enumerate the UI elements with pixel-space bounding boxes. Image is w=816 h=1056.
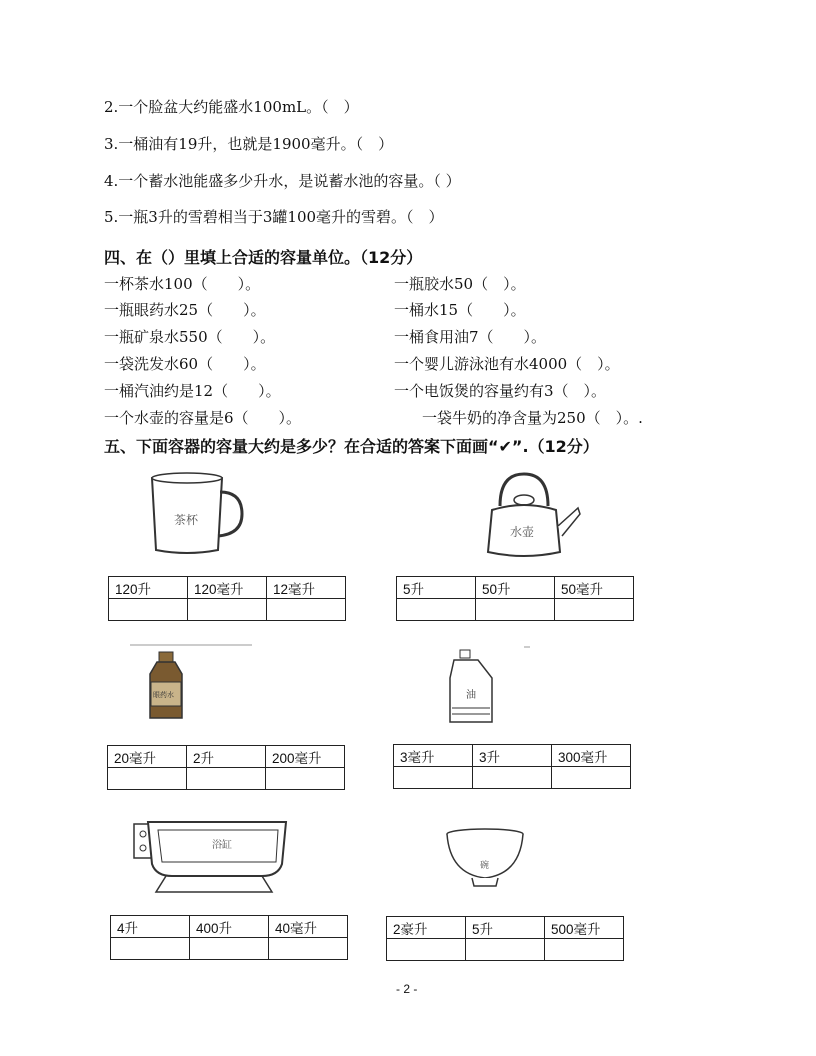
fill-right-2: 一桶水15（ ）。 [394,301,526,319]
fill-left-2: 一瓶眼药水25（ ）。 [104,301,266,319]
kettle-picture [462,470,602,565]
options-table-bowl [386,916,624,961]
judge-item-2: 2.一个脸盆大约能盛水100mL。（ ） [104,98,359,116]
option-bowl-2: 5升 [466,917,545,939]
cup-picture [132,468,302,568]
option-bathtub-3: 40毫升 [269,916,348,938]
option-bottle-1: 20毫升 [108,746,187,768]
kettle-label: 水壶 [510,525,535,539]
fill-right-4: 一个婴儿游泳池有水4000（ ）。 [394,355,620,373]
answer-cell[interactable] [476,599,555,621]
options-table-kettle [396,576,634,621]
judge-item-5: 5.一瓶3升的雪碧相当于3罐100毫升的雪碧。（ ） [104,208,444,226]
answer-cell[interactable] [108,768,187,790]
answer-cell[interactable] [545,939,624,961]
option-bowl-3: 500毫升 [545,917,624,939]
section-5-heading: 五、下面容器的容量大约是多少？在合适的答案下面画“✔”.（12分） [104,437,599,456]
fill-right-1: 一瓶胶水50（ ）。 [394,275,526,293]
page-number: - 2 - [396,982,418,996]
answer-cell[interactable] [266,768,345,790]
options-table-oil [393,744,631,789]
answer-cell[interactable] [552,767,631,789]
options-table-cup [108,576,346,621]
fill-left-1: 一杯茶水100（ ）。 [104,275,261,293]
option-bottle-3: 200毫升 [266,746,345,768]
option-cup-1: 120升 [109,577,188,599]
answer-cell[interactable] [109,599,188,621]
answer-cell[interactable] [466,939,545,961]
options-table-bottle [107,745,345,790]
bowl-picture [440,826,530,896]
fill-right-5: 一个电饭煲的容量约有3（ ）。 [394,382,607,400]
option-oil-3: 300毫升 [552,745,631,767]
section-4-heading: 四、在（）里填上合适的容量单位。（12分） [104,248,423,267]
option-kettle-2: 50升 [476,577,555,599]
fill-right-3: 一桶食用油7（ ）。 [394,328,547,346]
answer-cell[interactable] [555,599,634,621]
bathtub-label: 浴缸 [212,840,232,851]
answer-cell[interactable] [267,599,346,621]
bottle-label: 眼药水 [153,691,174,699]
fill-left-5: 一桶汽油约是12（ ）。 [104,382,281,400]
answer-cell[interactable] [394,767,473,789]
bottle-picture [130,644,252,724]
bowl-label: 碗 [480,861,490,871]
option-bathtub-2: 400升 [190,916,269,938]
option-bathtub-1: 4升 [111,916,190,938]
fill-right-6: 一袋牛奶的净含量为250（ ）。. [422,409,643,427]
oil-jug-label: 油 [466,690,476,701]
judge-item-4: 4.一个蓄水池能盛多少升水，是说蓄水池的容量。（ ） [104,172,461,190]
option-cup-3: 12毫升 [267,577,346,599]
answer-cell[interactable] [269,938,348,960]
option-oil-2: 3升 [473,745,552,767]
oil-jug-picture [440,644,535,726]
answer-cell[interactable] [397,599,476,621]
answer-cell[interactable] [190,938,269,960]
answer-cell[interactable] [473,767,552,789]
option-oil-1: 3毫升 [394,745,473,767]
fill-left-4: 一袋洗发水60（ ）。 [104,355,266,373]
judge-item-3: 3.一桶油有19升，也就是1900毫升。（ ） [104,135,394,153]
answer-cell[interactable] [387,939,466,961]
option-bottle-2: 2升 [187,746,266,768]
answer-cell[interactable] [187,768,266,790]
answer-cell[interactable] [188,599,267,621]
option-kettle-1: 5升 [397,577,476,599]
cup-label: 茶杯 [174,513,199,527]
option-bowl-1: 2豪升 [387,917,466,939]
option-cup-2: 120毫升 [188,577,267,599]
option-kettle-3: 50毫升 [555,577,634,599]
bathtub-picture [132,812,292,898]
fill-left-6: 一个水壶的容量是6（ ）。 [104,409,302,427]
fill-left-3: 一瓶矿泉水550（ ）。 [104,328,276,346]
options-table-bathtub [110,915,348,960]
answer-cell[interactable] [111,938,190,960]
